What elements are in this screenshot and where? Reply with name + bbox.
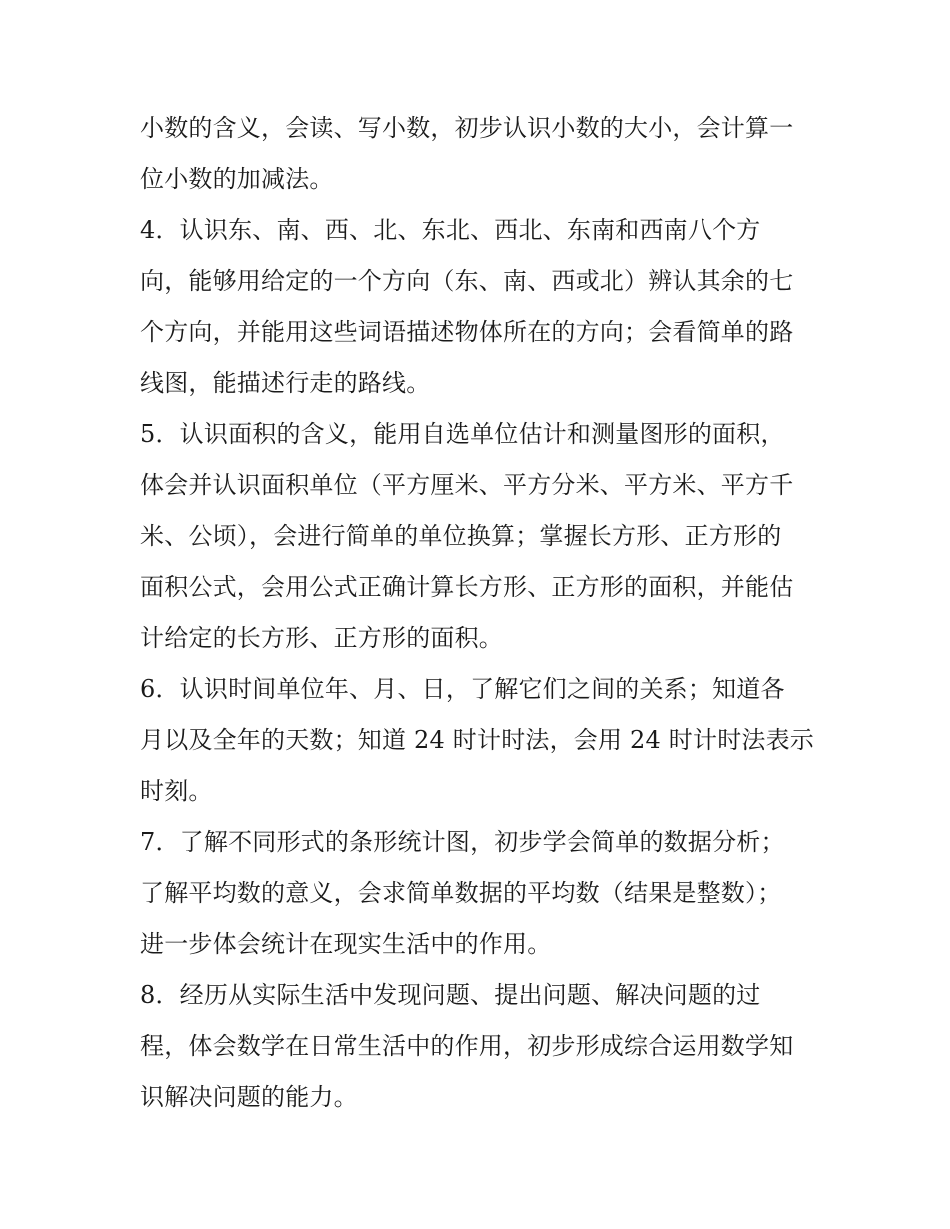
text-line: 体会并认识面积单位（平方厘米、平方分米、平方米、平方千 [140, 471, 794, 499]
text-line: 程，体会数学在日常生活中的作用，初步形成综合运用数学知 [140, 1032, 794, 1060]
text-line: 识解决问题的能力。 [140, 1083, 358, 1111]
text-line: 个方向，并能用这些词语描述物体所在的方向；会看简单的路 [140, 318, 794, 346]
text-line: 5．认识面积的含义，能用自选单位估计和测量图形的面积， [140, 420, 785, 448]
text-line: 小数的含义，会读、写小数，初步认识小数的大小，会计算一 [140, 114, 794, 142]
document-body [140, 103, 830, 1123]
text-line: 4．认识东、南、西、北、东北、西北、东南和西南八个方 [140, 216, 761, 244]
text-line: 月以及全年的天数；知道 24 时计时法，会用 24 时计时法表示 [140, 726, 814, 754]
text-line: 进一步体会统计在现实生活中的作用。 [140, 930, 552, 958]
text-line: 米、公顷），会进行简单的单位换算；掌握长方形、正方形的 [140, 522, 782, 550]
text-line: 位小数的加减法。 [140, 165, 334, 193]
text-line: 线图，能描述行走的路线。 [140, 369, 431, 397]
text-line: 8．经历从实际生活中发现问题、提出问题、解决问题的过 [140, 981, 761, 1009]
text-line: 计给定的长方形、正方形的面积。 [140, 624, 503, 652]
text-line: 了解平均数的意义，会求简单数据的平均数（结果是整数）； [140, 879, 782, 907]
text-line: 面积公式，会用公式正确计算长方形、正方形的面积，并能估 [140, 573, 794, 601]
text-line: 时刻。 [140, 777, 213, 805]
text-line: 6．认识时间单位年、月、日，了解它们之间的关系；知道各 [140, 675, 785, 703]
text-line: 7．了解不同形式的条形统计图，初步学会简单的数据分析； [140, 828, 785, 856]
text-line: 向，能够用给定的一个方向（东、南、西或北）辨认其余的七 [140, 267, 794, 295]
